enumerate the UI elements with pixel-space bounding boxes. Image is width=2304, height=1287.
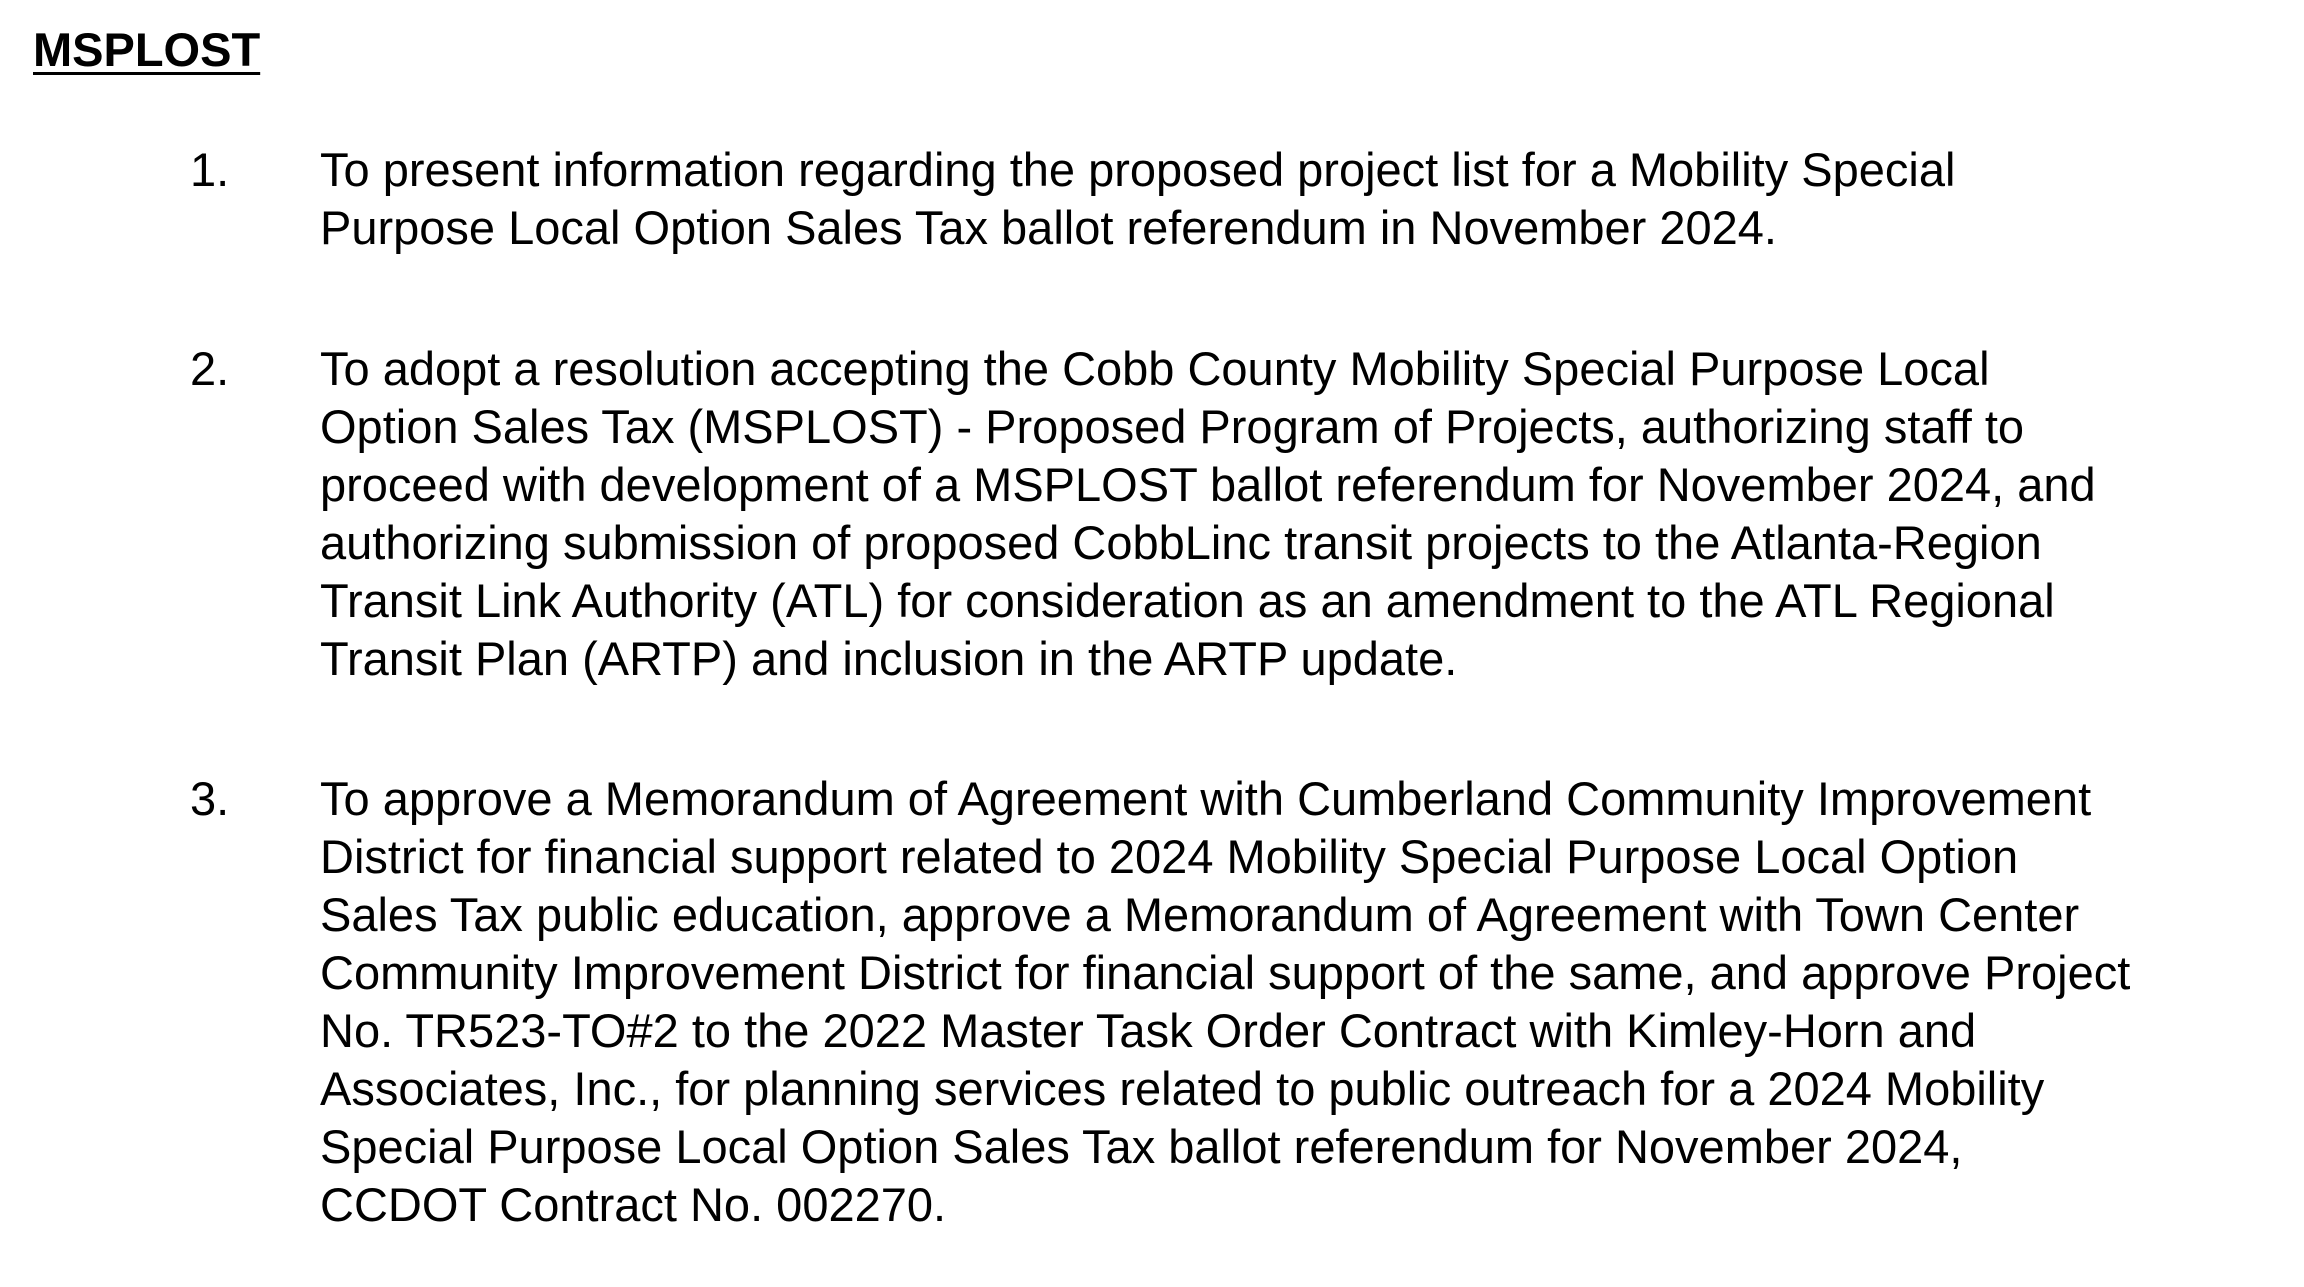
list-item-number: 1. <box>190 143 230 196</box>
list-item-number: 2. <box>190 342 230 395</box>
list-item-number: 3. <box>190 772 230 825</box>
list-item-text: To approve a Memorandum of Agreement with Cumberland Community Improvement District for financial support related to 2024 Mobility Special Purpose Local Option Sales Tax public education, approve a Memorandum of Agreement with Town Center Community Improvement District for financial support of the same, and approve Project No. TR523-TO#2 to the 2022 Master Task Order Contract with Kimley-Horn and Associates, Inc., for planning services related to public outreach for a 2024 Mobility Special Purpose Local Option Sales Tax ballot referendum for November 2024, CCDOT Contract No. 002270. <box>320 772 2131 1231</box>
document-heading: MSPLOST <box>33 23 261 76</box>
list-item-text: To present information regarding the proposed project list for a Mobility Special Purpose Local Option Sales Tax ballot referendum in November 2024. <box>320 143 1956 254</box>
list-item-text: To adopt a resolution accepting the Cobb County Mobility Special Purpose Local Option Sales Tax (MSPLOST) - Proposed Program of Projects, authorizing staff to proceed with development of a MSPLOST ballot referendum for November 2024, and authorizing submission of proposed CobbLinc transit projects to the Atlanta-Region Transit Link Authority (ATL) for consideration as an amendment to the ATL Regional Transit Plan (ARTP) and inclusion in the ARTP update. <box>320 342 2096 685</box>
